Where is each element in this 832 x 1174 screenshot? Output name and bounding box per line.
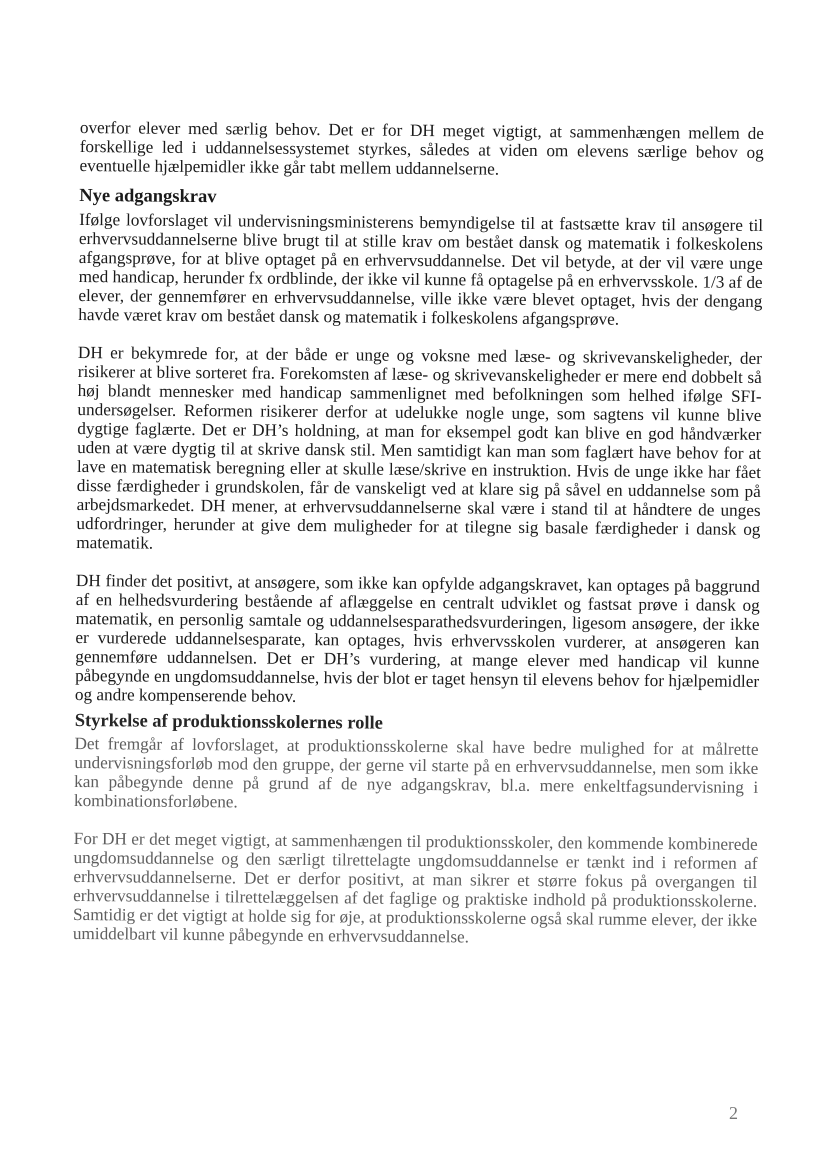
- page-number: 2: [729, 1103, 738, 1123]
- paragraph-adgangskrav-1: Ifølge lovforslaget vil undervisningsministerens bemyndigelse til at fastsætte krav til ansøgere til erhvervsuddannelserne blive brugt til at stille krav om bestået dansk og matematik i folkeskolens afgangsprøve, for at blive optaget på en erhvervsuddannelse. Det vil betyde, at der vil være unge med handicap, herunder fx ordblinde, der ikke vil kunne få optagelse på en erhvervsskole. 1/3 af de elever, der gennemfører en erhvervsuddannelse, ville ikke være blevet optaget, hvis der dengang havde været krav om bestået dansk og matematik i folkeskolens afgangsprøve.: [78, 209, 764, 329]
- paragraph-produktionsskoler-1: Det fremgår af lovforslaget, at produktionsskolerne skal have bedre mulighed for at målrette undervisningsforløb mod den gruppe, der gerne vil starte på en erhvervsuddannelse, men som ikke kan påbegynde denne på grund af de nye adgangskrav, bl.a. mere enkeltfagsundervisning i kombinationsforløbene.: [73, 733, 759, 812]
- paragraph-adgangskrav-3: DH finder det positivt, at ansøgere, som ikke kan opfylde adgangskravet, kan optages på baggrund af en helhedsvurdering bestående af aflæggelse en centralt udviklet og fastsat prøve i dansk og matematik, en personlig samtale og uddannelsesparathedsvurderingen, ligesom ansøgere, der ikke er vurderede uddannelsesparate, kan optages, hvis erhvervsskolen vurderer, at ansøgeren kan gennemføre uddannelsen. Det er DH’s vurdering, at mange elever med handicap vil kunne påbegynde en ungdomsuddannelse, hvis der blot er taget hensyn til elevens behov for hjælpemidler og andre kompenserende behov.: [74, 570, 761, 706]
- section-heading-nye-adgangskrav: Nye adgangskrav: [79, 185, 217, 208]
- paragraph-produktionsskoler-2: For DH er det meget vigtigt, at sammenhængen til produktionsskoler, den kommende kombinerede ungdomsuddannelse og den særligt tilrettelagte ungdomsuddannelse er tænkt ind i reformen af erhvervsuddannelserne. Det er derfor positivt, at man sikrer et større fokus på overgangen til erhvervsuddannelse i tilrettelæggelsen af det faglige og praktiske indhold på produktionsskolerne. Samtidig er det vigtigt at holde sig for øje, at produktionsskolerne også skal rumme elever, der ikke umiddelbart vil kunne påbegynde en erhvervsuddannelse.: [72, 828, 758, 947]
- page-content: [73, 118, 764, 949]
- section-heading-produktionsskoler: Styrkelse af produktionsskolernes rolle: [74, 710, 384, 734]
- faded-section: [73, 734, 759, 949]
- paragraph-adgangskrav-2: DH er bekymrede for, at der både er unge og voksne med læse- og skrivevanskeligheder, der risikerer at blive sorteret fra. Forekomsten af læse- og skrivevanskeligheder er mere end dobbelt så høj blandt mennesker med handicap sammenlignet med befolkningen som helhed ifølge SFI-undersøgelser. Reformen risikerer derfor at udelukke nogle unge, som sagtens vil kunne blive dygtige faglærte. Det er DH’s holdning, at man for eksempel godt kan blive en god håndværker uden at være dygtig til at skrive dansk stil. Men samtidigt kan man som faglært have behov for at lave en matematisk beregning eller at skulle læse/skrive en instruktion. Hvis de unge ikke har fået disse færdigheder i grundskolen, får de vanskeligt ved at klare sig på såvel en uddannelse som på arbejdsmarkedet. DH mener, at erhvervsuddannelserne skal være i stand til at håndtere de unges udfordringer, herunder at give dem muligheder for at tilegne sig basale færdigheder i dansk og matematik.: [76, 342, 763, 553]
- intro-paragraph: overfor elever med særlig behov. Det er for DH meget vigtigt, at sammenhængen mellem de forskellige led i uddannelsessystemet styrkes, således at viden om elevens særlige behov og eventuelle hjælpemidler ikke går tabt mellem uddannelserne.: [79, 118, 764, 179]
